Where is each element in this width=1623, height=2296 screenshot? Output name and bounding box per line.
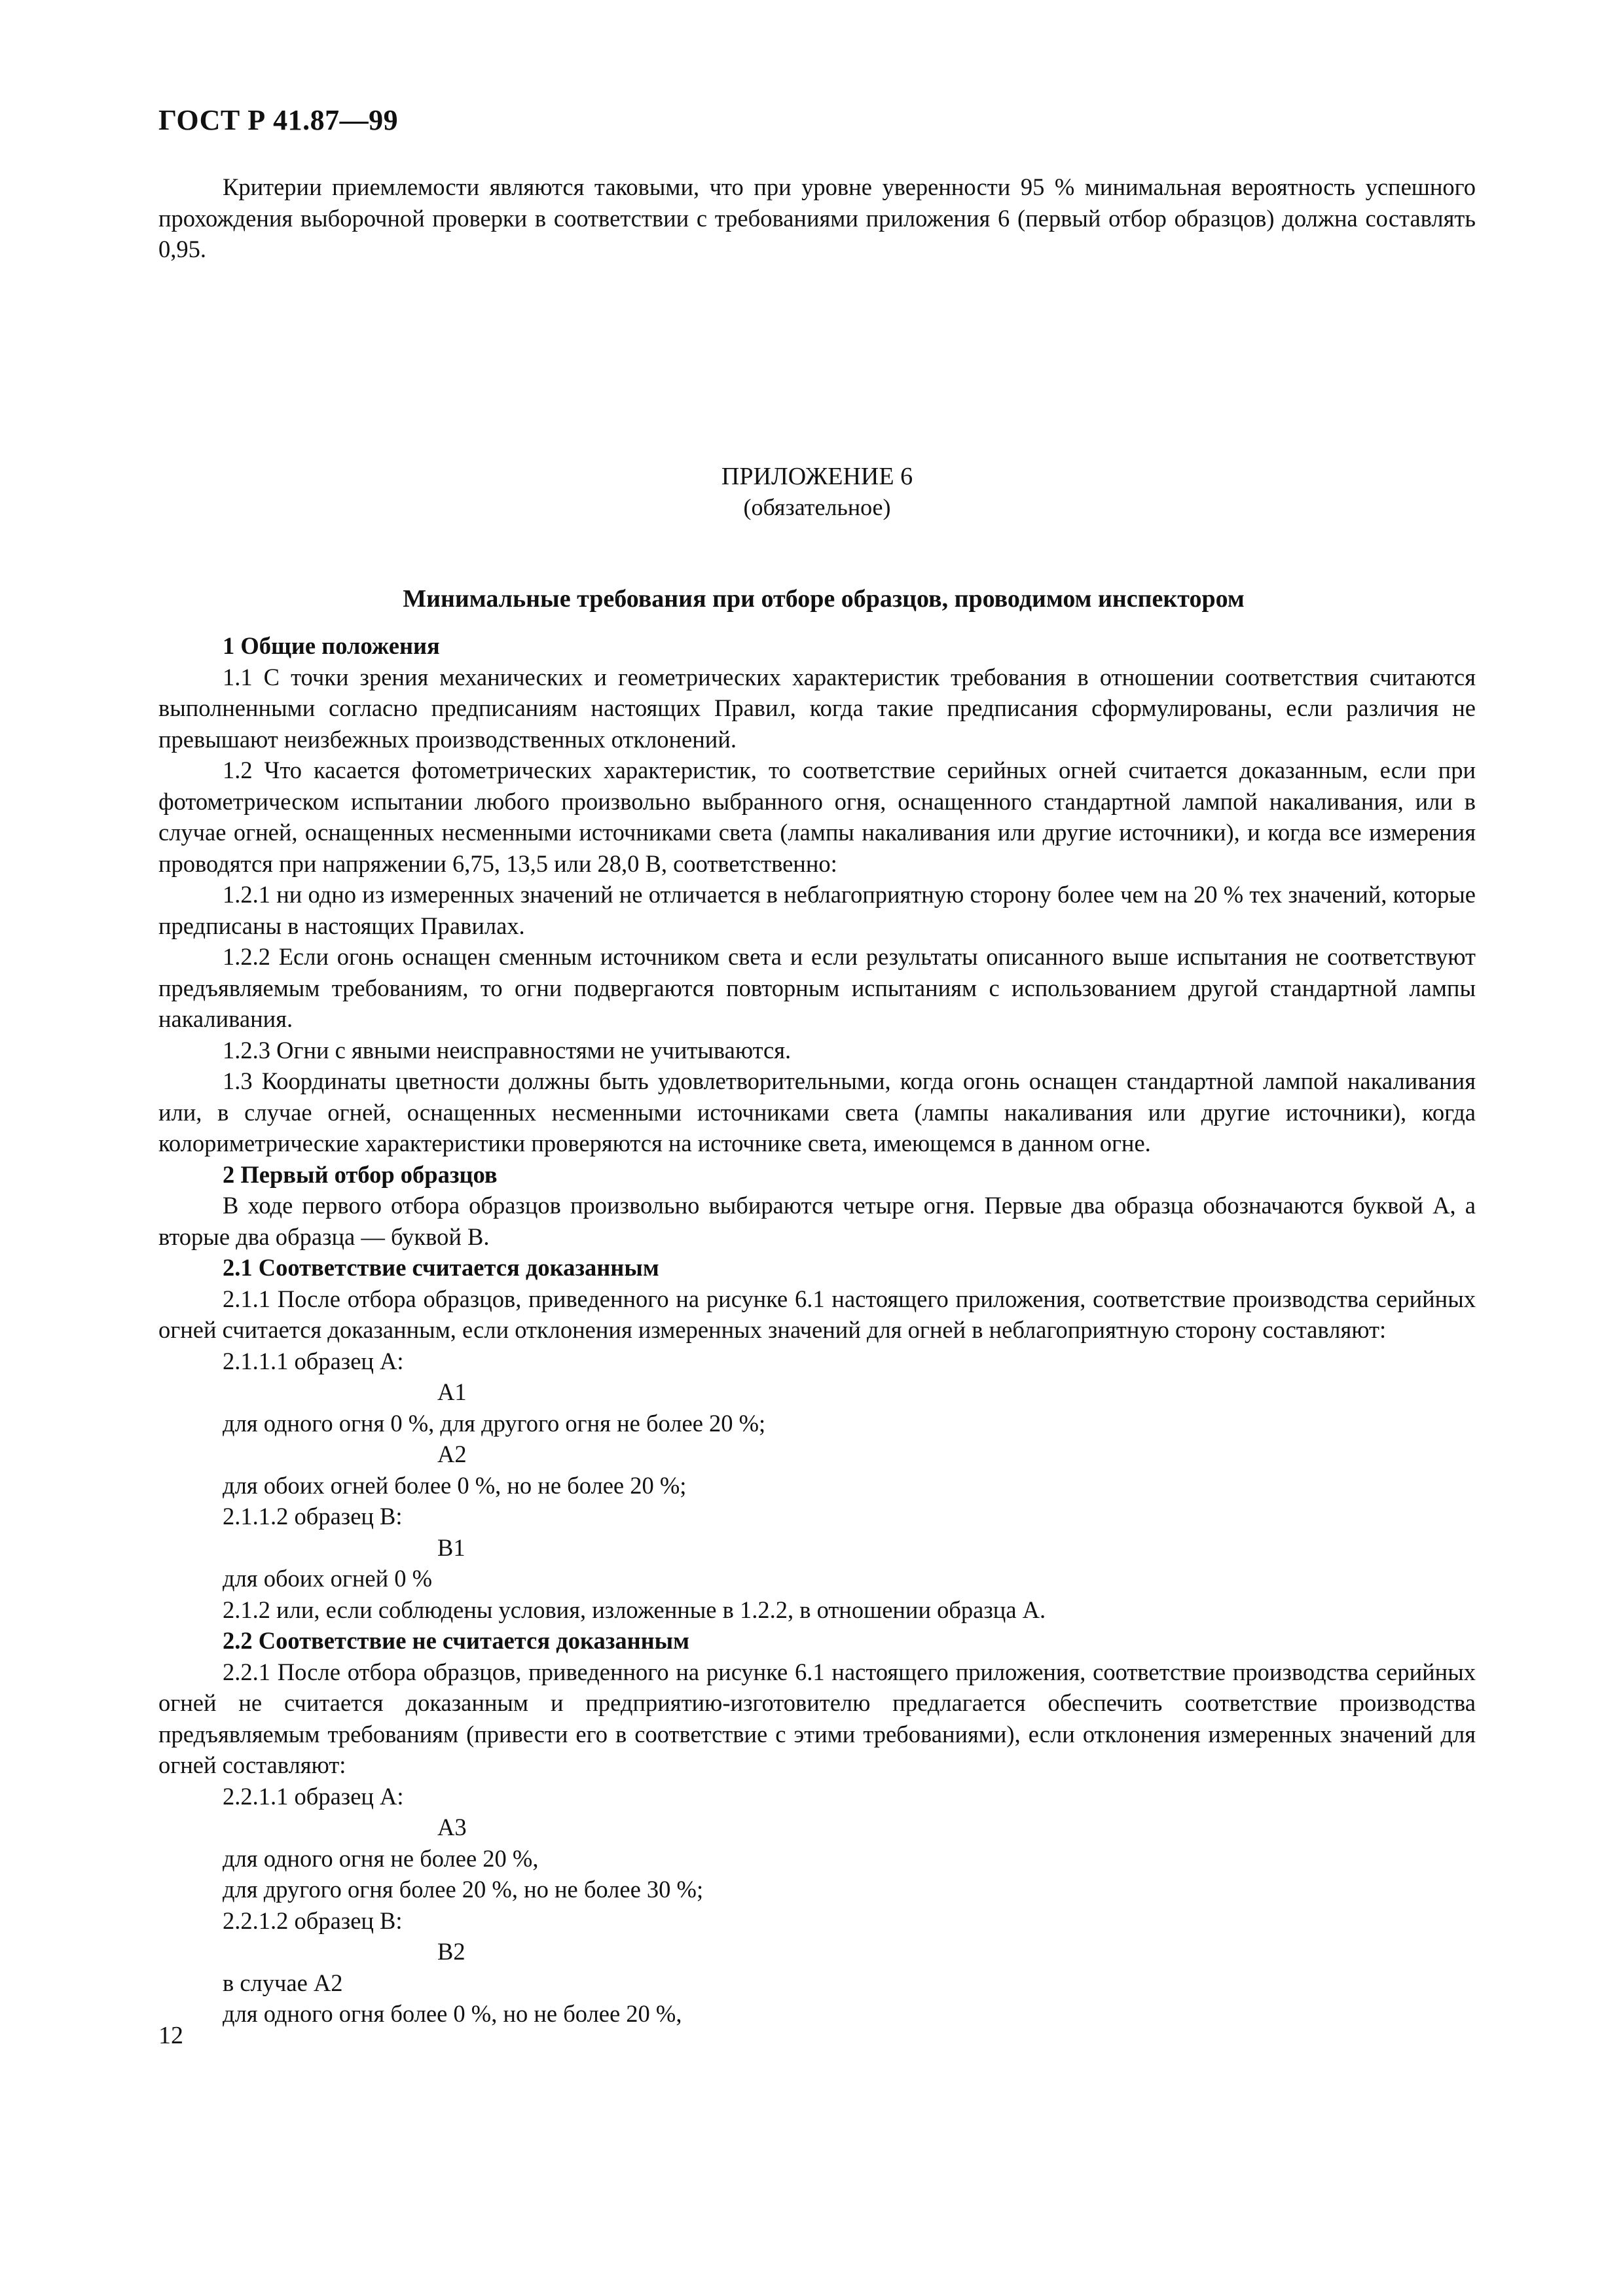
intro-paragraph: Критерии приемлемости являются таковыми, что при уровне уверенности 95 % минимальная вероятность успешного прохождения выборочной проверки в соответствии с требованиями приложения 6 (первый отбор образцов) должна составлять 0,95. [158, 173, 1476, 262]
case-a1-text: для одного огня 0 %, для другого огня не более 20 %; [223, 1409, 766, 1437]
page-number: 12 [158, 2022, 183, 2049]
case-b2-label: В2 [437, 1938, 465, 1965]
document-body [158, 171, 1476, 2030]
section-1-heading: 1 Общие положения [223, 632, 440, 659]
appendix-title: ПРИЛОЖЕНИЕ 6 [721, 462, 913, 490]
clause-2-1-1: 2.1.1 После отбора образцов, приведенного на рисунке 6.1 настоящего приложения, соответствие производства серийных огней считается доказанным, если отклонения измеренных значений для огней в неблагоприятную сторону составляют: [158, 1285, 1476, 1343]
clause-1-2-2: 1.2.2 Если огонь оснащен сменным источником света и если результаты описанного выше испытания не соответствуют предъявляемым требованиям, то огни подвергаются повторным испытаниям с использованием другой стандартной лампы накаливания. [158, 943, 1476, 1032]
clause-1-2: 1.2 Что касается фотометрических характеристик, то соответствие серийных огней считается доказанным, если при фотометрическом испытании любого произвольно выбранного огня, оснащенного стандартной лампой накаливания, или в случае огней, оснащенных несменными источниками света (лампы накаливания или другие источники), и когда все измерения проводятся при напряжении 6,75, 13,5 или 28,0 В, соответственно: [158, 757, 1476, 877]
clause-1-2-1: 1.2.1 ни одно из измеренных значений не отличается в неблагоприятную сторону более чем на 20 % тех значений, которые предписаны в настоящих Правилах. [158, 881, 1476, 939]
clause-1-1: 1.1 С точки зрения механических и геометрических характеристик требования в отношении соответствия считаются выполненными согласно предписаниям настоящих Правил, когда такие предписания сформулированы, если различия не превышают неизбежных производственных отклонений. [158, 663, 1476, 753]
clause-1-2-3: 1.2.3 Огни с явными неисправностями не учитываются. [223, 1036, 792, 1064]
clause-2-1-1-2: 2.1.1.2 образец В: [223, 1503, 403, 1530]
clause-2-2-1: 2.2.1 После отбора образцов, приведенного на рисунке 6.1 настоящего приложения, соответствие производства серийных огней не считается доказанным и предприятию-изготовителю предлагается обеспечить соответствие производства предъявляемым требованиям (привести его в соответствие с этими требованиями), если отклонения измеренных значений для огней составляют: [158, 1658, 1476, 1778]
case-a3-text-1: для одного огня не более 20 %, [223, 1844, 539, 1872]
case-a3-text-2: для другого огня более 20 %, но не более 30 %; [223, 1876, 704, 1903]
clause-2-2-1-2: 2.2.1.2 образец В: [223, 1907, 403, 1934]
case-a2-label: А2 [437, 1441, 467, 1467]
clause-2-1-2: 2.1.2 или, если соблюдены условия, изложенные в 1.2.2, в отношении образца А. [223, 1596, 1046, 1623]
case-b2-condition: в случае А2 [223, 1969, 343, 1996]
clause-2-1-heading: 2.1 Соответствие считается доказанным [223, 1254, 659, 1281]
section-2-intro: В ходе первого отбора образцов произвольно выбираются четыре огня. Первые два образца обозначаются буквой А, а вторые два образца — буквой В. [158, 1192, 1476, 1250]
case-a3-label: А3 [437, 1814, 467, 1840]
clause-2-2-heading: 2.2 Соответствие не считается доказанным [223, 1627, 690, 1654]
case-a2-text: для обоих огней более 0 %, но не более 20 %; [223, 1471, 687, 1499]
document-code: ГОСТ Р 41.87—99 [158, 104, 399, 136]
appendix-subtitle: (обязательное) [743, 494, 891, 520]
clause-2-1-1-1: 2.1.1.1 образец А: [223, 1347, 404, 1374]
case-b1-text: для обоих огней 0 % [223, 1565, 433, 1592]
clause-1-3: 1.3 Координаты цветности должны быть удовлетворительными, когда огонь оснащен стандартной лампой накаливания или, в случае огней, оснащенных несменными источниками света (лампы накаливания или другие источники), когда колориметрические характеристики проверяются на источнике света, имеющемся в данном огне. [158, 1067, 1476, 1157]
appendix-heading: Минимальные требования при отборе образцов, проводимом инспектором [403, 584, 1245, 613]
section-2-heading: 2 Первый отбор образцов [223, 1160, 498, 1188]
case-a1-label: А1 [437, 1378, 467, 1405]
spacer [158, 615, 1476, 630]
case-b1-label: В1 [437, 1534, 465, 1561]
case-b2-text: для одного огня более 0 %, но не более 20 %, [223, 2000, 682, 2027]
clause-2-2-1-1: 2.2.1.1 образец А: [223, 1782, 404, 1810]
